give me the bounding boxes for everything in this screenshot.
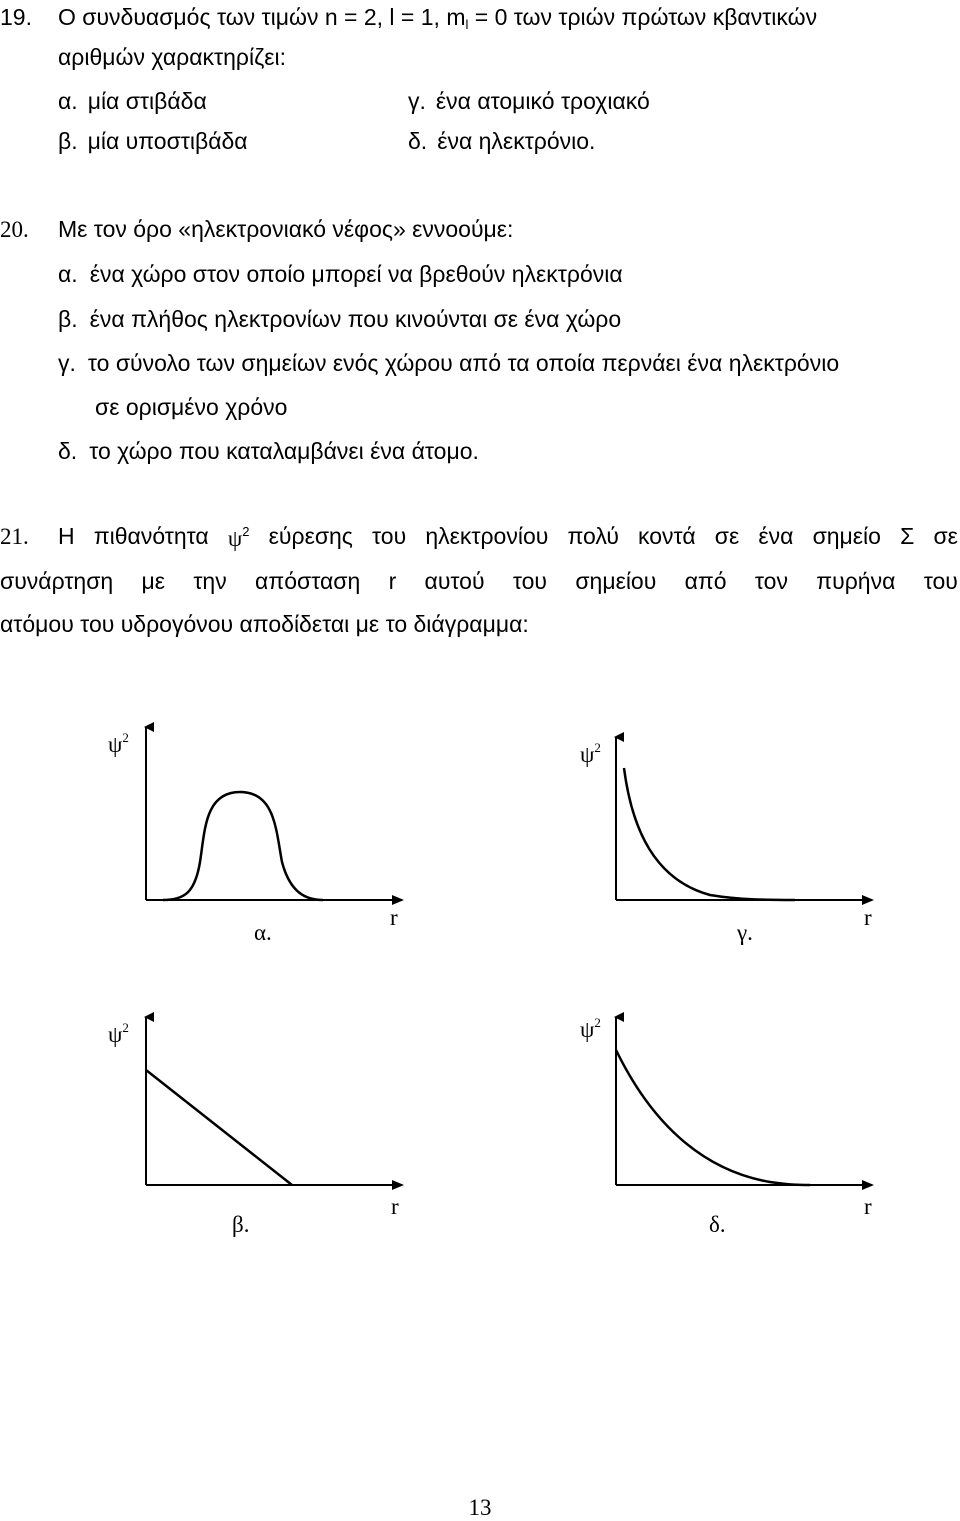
option-letter: α. — [58, 261, 78, 287]
graph-a-y-label: $\psi^2$ — [108, 730, 129, 757]
word: απόσταση — [255, 568, 361, 594]
word: πυρήνα — [816, 568, 896, 594]
word: από — [684, 568, 727, 594]
option-letter: δ. — [58, 438, 78, 464]
q21-number: 21. — [0, 524, 29, 549]
word: r — [388, 568, 397, 594]
graph-d-x-label: r — [864, 1194, 872, 1219]
graph-d-curve — [616, 1050, 810, 1185]
word: του — [923, 568, 958, 594]
q19-text-before: Ο συνδυασμός των τιμών n = 2, l = 1, m — [58, 4, 466, 30]
word: με — [141, 568, 166, 594]
option-text: μία υποστιβάδα — [87, 128, 248, 154]
graph-c-option-label: γ. — [737, 920, 753, 945]
graph-c-curve — [624, 768, 795, 900]
word: αυτού — [424, 568, 485, 594]
word: πολύ — [567, 523, 619, 549]
graph-a-curve — [163, 792, 323, 900]
word: του — [512, 568, 548, 594]
word: ηλεκτρονίου — [425, 523, 549, 549]
option-text: ένα ατομικό τροχιακό — [435, 88, 650, 114]
word: τον — [754, 568, 788, 594]
word: κοντά — [638, 523, 696, 549]
word: συνάρτηση — [0, 568, 114, 594]
word: Σ — [900, 523, 915, 549]
option-text: το σύνολο των σημείων ενός χώρου από τα οποία περνάει ένα ηλεκτρόνιο — [87, 350, 840, 376]
graph-b-x-label: r — [391, 1194, 399, 1219]
option-letter: α. — [58, 88, 78, 114]
word: του — [372, 523, 407, 549]
option-letter: β. — [58, 128, 78, 154]
psi-symbol: ψ — [227, 526, 243, 551]
word: ένα — [758, 523, 794, 549]
option-text: ένα πλήθος ηλεκτρονίων που κινούνται σε ένα χώρο — [89, 306, 622, 332]
q19-text-line2: αριθμών χαρακτηρίζει: — [58, 44, 286, 70]
option-letter: γ. — [58, 350, 76, 376]
word: την — [193, 568, 227, 594]
graph-a-x-label: r — [390, 905, 398, 930]
q19-text-after: = 0 των τριών πρώτων κβαντικών — [468, 4, 818, 30]
page-number: 13 — [468, 1495, 492, 1520]
word: πιθανότητα — [93, 523, 209, 549]
graph-b-y-label: $\psi^2$ — [108, 1020, 129, 1047]
word: Η — [58, 523, 75, 549]
option-text: το χώρο που καταλαμβάνει ένα άτομο. — [89, 438, 479, 464]
graph-d — [580, 1015, 872, 1237]
graph-c — [580, 737, 872, 945]
graph-b-option-label: β. — [232, 1212, 250, 1237]
q19-ml-subscript: l — [465, 17, 469, 32]
psi-exponent: 2 — [242, 524, 250, 539]
q21-line3: ατόμου του υδρογόνου αποδίδεται με το διάγραμμα: — [0, 611, 529, 637]
q20-number: 20. — [0, 217, 29, 242]
word: σε — [714, 523, 740, 549]
graph-d-option-label: δ. — [709, 1212, 726, 1237]
option-text: μία στιβάδα — [87, 88, 207, 114]
graph-b — [108, 1017, 402, 1237]
option-text: ένα ηλεκτρόνιο. — [437, 128, 596, 154]
option-letter: β. — [58, 306, 78, 332]
word: σημείο — [812, 523, 881, 549]
word: εύρεσης — [268, 523, 353, 549]
graph-c-x-label: r — [864, 905, 872, 930]
q20-text: Με τον όρο «ηλεκτρονιακό νέφος» εννοούμε: — [58, 216, 514, 242]
graph-a — [108, 727, 402, 945]
word: σημείου — [575, 568, 657, 594]
graph-a-option-label: α. — [254, 920, 272, 945]
word: σε — [933, 523, 958, 549]
option-letter: γ. — [408, 88, 426, 114]
option-text: ένα χώρο στον οποίο μπορεί να βρεθούν ηλεκτρόνια — [89, 261, 623, 287]
option-letter: δ. — [408, 128, 428, 154]
q20-option-c-continuation: σε ορισμένο χρόνο — [95, 394, 288, 420]
graph-b-line — [146, 1070, 292, 1185]
q19-number: 19. — [0, 4, 32, 30]
graph-c-y-label: $\psi^2$ — [580, 740, 601, 767]
graph-d-y-label: $\psi^2$ — [580, 1015, 601, 1042]
